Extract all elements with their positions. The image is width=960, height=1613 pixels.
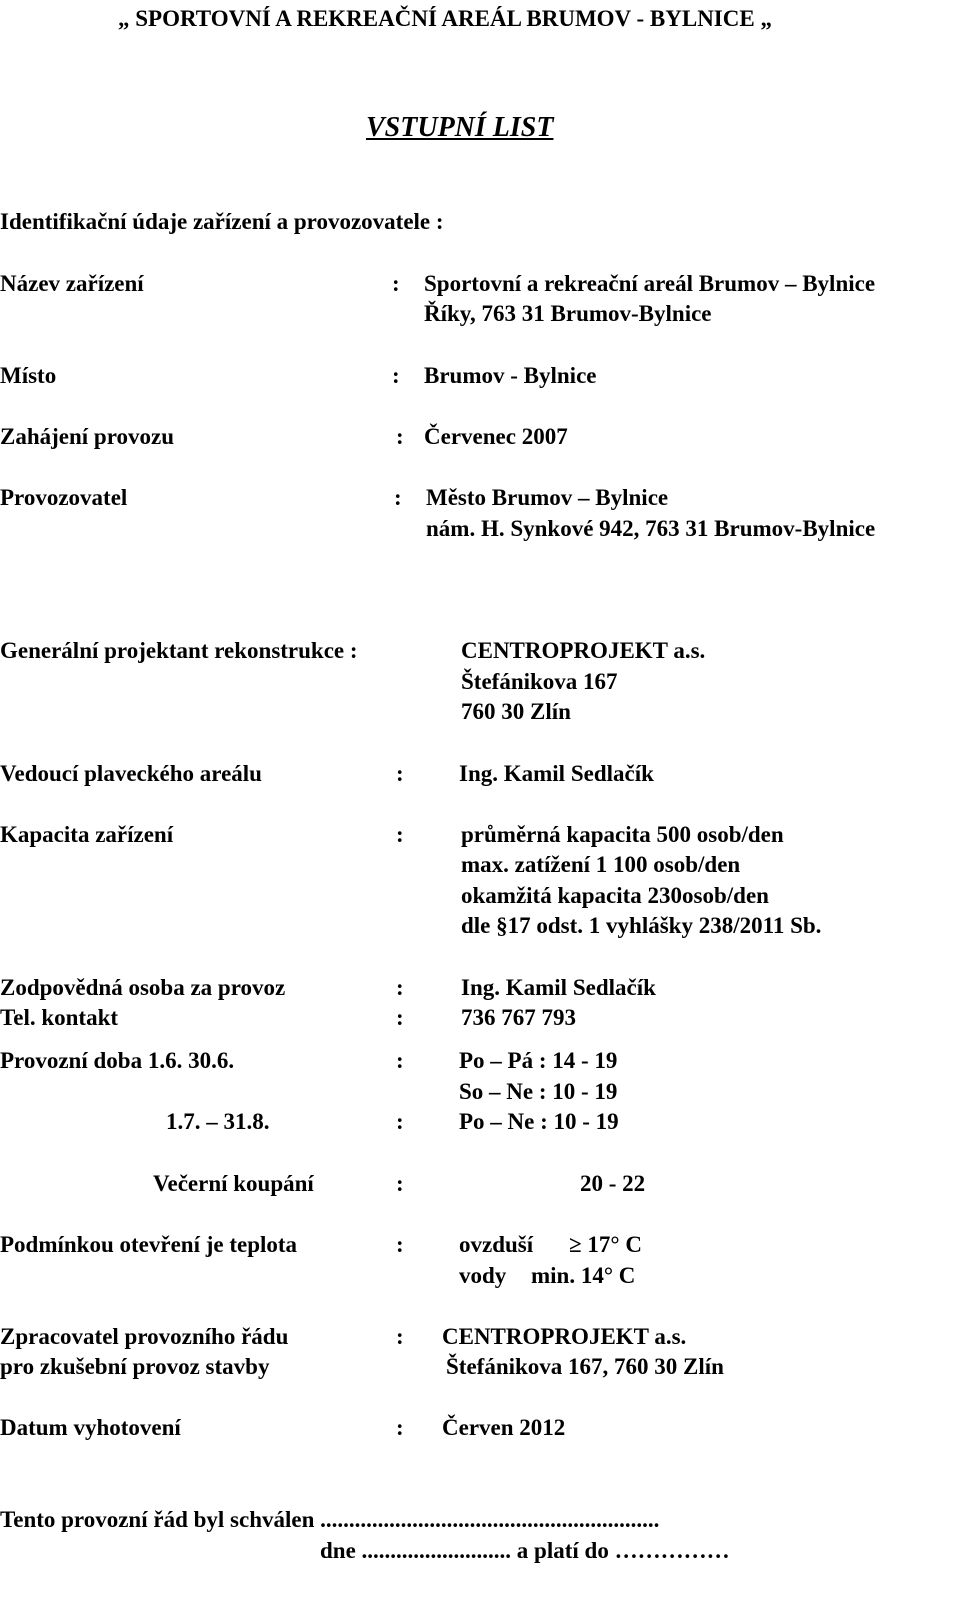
intro-heading: Identifikační údaje zařízení a provozovatele :	[0, 209, 444, 234]
colon: :	[392, 271, 400, 296]
value-nazev-line2: Říky, 763 31 Brumov-Bylnice	[424, 301, 712, 326]
label-misto: Místo	[0, 363, 57, 388]
label-vecerni: Večerní koupání	[153, 1171, 314, 1196]
label-zpracovatel-2: pro zkušební provoz stavby	[0, 1354, 270, 1379]
value-projektant-line1: CENTROPROJEKT a.s.	[461, 638, 706, 663]
colon: :	[396, 1109, 404, 1134]
value-vedouci: Ing. Kamil Sedlačík	[459, 761, 654, 786]
value-kapacita-line2: max. zatížení 1 100 osob/den	[461, 852, 741, 877]
value-projektant-line3: 760 30 Zlín	[461, 699, 571, 724]
value-kapacita-line3: okamžitá kapacita 230osob/den	[461, 883, 769, 908]
label-teplota: Podmínkou otevření je teplota	[0, 1232, 298, 1257]
colon: :	[396, 822, 404, 847]
label-datum: Datum vyhotovení	[0, 1415, 181, 1440]
colon: :	[396, 761, 404, 786]
colon: :	[396, 1232, 404, 1257]
label-projektant: Generální projektant rekonstrukce :	[0, 638, 358, 663]
colon: :	[394, 485, 402, 510]
colon: :	[396, 975, 404, 1000]
value-zahajeni: Červenec 2007	[424, 424, 568, 449]
colon: :	[396, 1324, 404, 1349]
label-nazev: Název zařízení	[0, 271, 144, 296]
value-teplota-ovzdusi: ovzduší	[459, 1232, 534, 1257]
validity-line: dne .......................... a platí do ……………	[320, 1538, 730, 1563]
label-zpracovatel-1: Zpracovatel provozního řádu	[0, 1324, 289, 1349]
label-zodpovedna: Zodpovědná osoba za provoz	[0, 975, 286, 1000]
value-nazev-line1: Sportovní a rekreační areál Brumov – Bylnice	[424, 271, 876, 296]
value-teplota-ovzdusi-min: ≥ 17° C	[569, 1232, 642, 1257]
value-kapacita-line1: průměrná kapacita 500 osob/den	[461, 822, 784, 847]
value-zpracovatel-line1: CENTROPROJEKT a.s.	[442, 1324, 687, 1349]
label-provozovatel: Provozovatel	[0, 485, 128, 510]
value-projektant-line2: Štefánikova 167	[461, 669, 618, 694]
value-kapacita-line4: dle §17 odst. 1 vyhlášky 238/2011 Sb.	[461, 913, 822, 938]
value-provozni-doba-line2: So – Ne : 10 - 19	[459, 1079, 618, 1104]
colon: :	[392, 363, 400, 388]
approval-line: Tento provozní řád byl schválen ...........................................................	[0, 1507, 660, 1532]
value-provozni-doba-line3: Po – Ne : 10 - 19	[459, 1109, 619, 1134]
value-provozni-doba-line1: Po – Pá : 14 - 19	[459, 1048, 618, 1073]
value-teplota-vody: vody	[459, 1263, 507, 1288]
label-provozni-doba: Provozní doba 1.6. 30.6.	[0, 1048, 235, 1073]
value-teplota-vody-min: min. 14° C	[531, 1263, 636, 1288]
value-zpracovatel-line2: Štefánikova 167, 760 30 Zlín	[446, 1354, 724, 1379]
colon: :	[396, 1415, 404, 1440]
area-name-heading: „ SPORTOVNÍ A REKREAČNÍ AREÁL BRUMOV - BYLNICE „	[118, 6, 772, 31]
value-tel: 736 767 793	[461, 1005, 576, 1030]
label-tel: Tel. kontakt	[0, 1005, 119, 1030]
value-provozovatel-line1: Město Brumov – Bylnice	[426, 485, 669, 510]
colon: :	[396, 1005, 404, 1030]
value-provozovatel-line2: nám. H. Synkové 942, 763 31 Brumov-Bylnice	[426, 516, 876, 541]
label-vedouci: Vedoucí plaveckého areálu	[0, 761, 262, 786]
document-title: VSTUPNÍ LIST	[366, 112, 554, 143]
label-zahajeni: Zahájení provozu	[0, 424, 175, 449]
value-zodpovedna: Ing. Kamil Sedlačík	[461, 975, 656, 1000]
value-vecerni: 20 - 22	[580, 1171, 646, 1196]
label-provozni-doba-2: 1.7. – 31.8.	[166, 1109, 270, 1134]
colon: :	[396, 424, 404, 449]
colon: :	[396, 1048, 404, 1073]
label-kapacita: Kapacita zařízení	[0, 822, 174, 847]
value-misto: Brumov - Bylnice	[424, 363, 597, 388]
value-datum: Červen 2012	[442, 1415, 566, 1440]
colon: :	[396, 1171, 404, 1196]
